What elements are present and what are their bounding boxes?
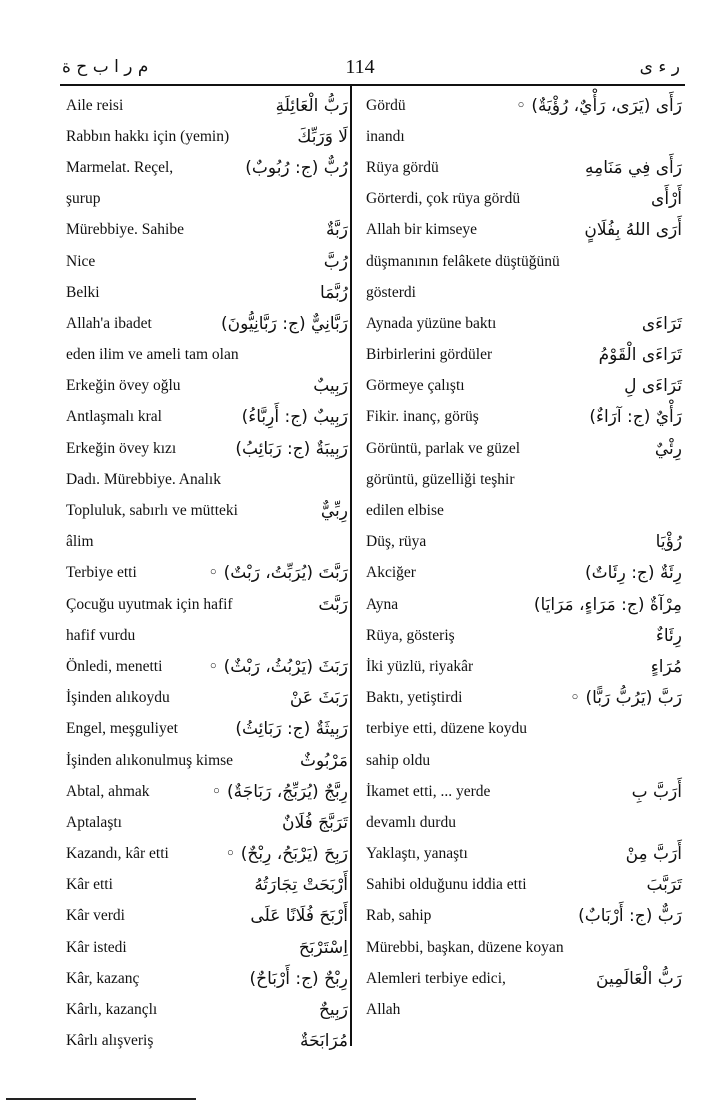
page-number: 114 [345,56,375,78]
entry-arabic-headword: رَبُّ الْعَائِلَةِ [275,95,348,116]
dictionary-entry [366,963,682,994]
entry-translation: Nice [66,252,96,270]
dictionary-entry [66,527,348,558]
entry-arabic-headword: رِئْيٌ [654,438,682,459]
dictionary-entry [366,495,682,526]
entry-translation: Dadı. Mürebbiye. Analık [66,470,221,488]
dictionary-entry [66,433,348,464]
dictionary-entry [66,839,348,870]
entry-translation: Rüya, gösteriş [366,626,455,644]
dictionary-entry [366,839,682,870]
dictionary-entry [66,714,348,745]
dictionary-entry [66,495,348,526]
dictionary-entry [366,246,682,277]
entry-arabic-headword: رَأْيٌ (ج: آرَاءٌ) [589,407,682,428]
entry-translation: eden ilim ve ameli tam olan [66,346,239,364]
dictionary-entry [366,776,682,807]
dictionary-entry [66,90,348,121]
dictionary-entry [366,714,682,745]
dictionary-entry [366,932,682,963]
entry-translation: düşmanının felâkete düştüğünü [366,252,560,270]
dictionary-entry [66,308,348,339]
dictionary-entry [366,277,682,308]
entry-arabic-headword: رِئَةٌ (ج: رِئَاتٌ) [585,563,682,584]
entry-arabic-headword: رَبِيبٌ (ج: أَرِبَّاءُ) [241,407,348,428]
dictionary-entry [366,527,682,558]
dictionary-entry [366,558,682,589]
right-column [366,90,682,1026]
entry-arabic-headword: مِرْآةٌ (ج: مَرَاءٍ، مَرَايَا) [533,594,682,615]
entry-translation: İşinden alıkoydu [66,689,170,707]
entry-arabic-headword: أَرَبَّ بِ [631,781,682,802]
entry-translation: Akciğer [366,564,416,582]
dictionary-entry [66,340,348,371]
dictionary-entry [366,589,682,620]
entry-arabic-headword: مَرْبُوثٌ [299,750,348,771]
entry-translation: Kârlı, kazançlı [66,1001,158,1019]
entry-arabic-headword: رَبِيبَةٌ (ج: رَبَائِبُ) [235,438,348,459]
dictionary-entry [66,807,348,838]
dictionary-entry [66,558,348,589]
entry-translation: Yaklaştı, yanaştı [366,845,468,863]
entry-translation: devamlı durdu [366,813,456,831]
entry-translation: terbiye etti, düzene koydu [366,720,527,738]
dictionary-entry [366,184,682,215]
entry-translation: âlim [66,533,94,551]
dictionary-entry [66,651,348,682]
entry-translation: Kârlı alışveriş [66,1032,154,1050]
entry-arabic-headword: رَبُّ الْعَالَمِينَ [596,968,682,989]
entry-translation: Çocuğu uyutmak için hafif [66,595,233,613]
entry-arabic-headword: رِئَاءٌ [655,625,682,646]
entry-arabic-headword: تَرَاءَى [641,313,682,334]
entry-translation: Görüntü, parlak ve güzel [366,439,521,457]
entry-translation: Kazandı, kâr etti [66,845,169,863]
entry-translation: İkamet etti, ... yerde [366,782,491,800]
entry-translation: Görmeye çalıştı [366,377,465,395]
entry-translation: Allah [366,1001,401,1019]
entry-translation: Allah'a ibadet [66,314,152,332]
dictionary-entry [66,776,348,807]
entry-translation: Birbirlerini gördüler [366,346,493,364]
entry-translation: Düş, rüya [366,533,427,551]
dictionary-entry [66,464,348,495]
entry-arabic-headword: أَرْبَحَتْ تِجَارَتُهُ [254,875,348,896]
entry-arabic-headword: رُبٌّ (ج: رُبُوبٌ) [245,157,348,178]
entry-arabic-headword: رَبِيحٌ [318,1000,348,1021]
entry-translation: Antlaşmalı kral [66,408,162,426]
entry-translation: Kâr, kazanç [66,969,140,987]
dictionary-entry [366,464,682,495]
dictionary-entry [66,901,348,932]
entry-translation: Engel, meşguliyet [66,720,178,738]
entry-translation: görüntü, güzelliği teşhir [366,470,515,488]
entry-arabic-headword: تَرَاءَى لِ [624,376,682,397]
entry-translation: Fikir. inanç, görüş [366,408,479,426]
dictionary-entry [66,277,348,308]
dictionary-entry [366,121,682,152]
dictionary-entry [366,683,682,714]
entry-translation: Alemleri terbiye edici, [366,969,506,987]
dictionary-entry [366,308,682,339]
dictionary-entry [366,620,682,651]
entry-translation: inandı [366,127,405,145]
entry-arabic-headword: تَرَبَّجَ فُلَانٌ [282,812,348,833]
dictionary-entry [66,371,348,402]
entry-translation: Mürebbiye. Sahibe [66,221,184,239]
entry-arabic-headword: رُبَّ [323,251,348,272]
entry-arabic-headword: أَرَى اللهُ بِفُلَانٍ [584,220,682,241]
dictionary-entry [366,651,682,682]
entry-arabic-headword: تَرَبَّبَ [646,875,682,896]
entry-translation: Mürebbi, başkan, düzene koyan [366,938,564,956]
entry-arabic-headword: رَبَّةٌ [325,220,348,241]
entry-translation: hafif vurdu [66,626,136,644]
dictionary-entry [366,870,682,901]
entry-translation: Aynada yüzüne baktı [366,314,497,332]
entry-translation: Rüya gördü [366,158,439,176]
entry-arabic-headword: مُرَاءٍ [650,656,682,677]
entry-arabic-headword: تَرَاءَى الْقَوْمُ [598,345,682,366]
entry-translation: Gördü [366,96,406,114]
header-rule [60,84,685,86]
entry-translation: Erkeğin övey oğlu [66,377,181,395]
entry-arabic-headword: رَبَّتَ [318,594,348,615]
entry-arabic-headword: رَبَّانِيٌّ (ج: رَبَّانِيُّونَ) [220,313,348,334]
entry-translation: Aile reisi [66,96,124,114]
entry-arabic-headword: اِسْتَرْبَحَ [298,937,348,958]
entry-translation: Abtal, ahmak [66,782,150,800]
dictionary-entry [66,152,348,183]
entry-translation: İki yüzlü, riyakâr [366,657,474,675]
dictionary-entry [66,402,348,433]
entry-translation: şurup [66,190,101,208]
entry-translation: İşinden alıkonulmuş kimse [66,751,234,769]
entry-arabic-headword: رَأَى فِي مَنَامِهِ [585,157,682,178]
entry-arabic-headword: أَرَبَّ مِنْ [625,844,682,865]
entry-translation: gösterdi [366,283,416,301]
entry-translation: sahip oldu [366,751,431,769]
dictionary-entry [366,994,682,1025]
dictionary-entry [366,745,682,776]
dictionary-entry [66,994,348,1025]
entry-translation: Baktı, yetiştirdi [366,689,463,707]
entry-arabic-headword: رُؤْيَا [655,532,682,553]
column-divider [350,86,352,1046]
entry-arabic-headword: أَرْأَى [651,189,682,210]
dictionary-entry [66,121,348,152]
dictionary-entry [66,215,348,246]
entry-arabic-headword: رَبِحَ (يَرْبَحُ، رِبْحٌ) ◦ [225,844,348,865]
dictionary-entry [366,901,682,932]
entry-arabic-headword: مُرَابَحَةٌ [299,1031,348,1052]
entry-arabic-headword: رَبِيبٌ [313,376,348,397]
entry-arabic-headword: رَبَّتَ (يُرَبِّتُ، رَبْتٌ) ◦ [208,563,348,584]
dictionary-entry [66,246,348,277]
dictionary-entry [366,402,682,433]
entry-arabic-headword: رَأَى (يَرَى، رَأْيٌ، رُؤْيَةٌ) ◦ [515,95,682,116]
entry-translation: Terbiye etti [66,564,137,582]
entry-translation: Rab, sahip [366,907,432,925]
dictionary-entry [66,963,348,994]
entry-translation: Ayna [366,595,399,613]
entry-translation: Allah bir kimseye [366,221,478,239]
entry-arabic-headword: رَبَّ (يَرُبُّ رَبًّا) ◦ [570,688,682,709]
dictionary-entry [366,371,682,402]
dictionary-entry [66,589,348,620]
entry-translation: Görterdi, çok rüya gördü [366,190,521,208]
dictionary-entry [366,152,682,183]
entry-arabic-headword: رِبِّيٌّ [320,501,348,522]
entry-translation: Erkeğin övey kızı [66,439,177,457]
entry-translation: Önledi, menetti [66,657,163,675]
entry-arabic-headword: رَبٌّ (ج: أَرْبَابٌ) [578,906,682,927]
entry-translation: Kâr etti [66,876,113,894]
footer-rule [6,1098,196,1100]
entry-arabic-headword: رُبَّمَا [320,282,348,303]
entry-translation: Aptalaştı [66,813,122,831]
dictionary-entry [366,340,682,371]
dictionary-entry [66,932,348,963]
dictionary-entry [366,433,682,464]
entry-arabic-headword: رَبَثَ عَنْ [289,688,348,709]
header-left-letters: م ر ا ب ح ة [62,57,149,77]
entry-translation: Kâr verdi [66,907,125,925]
entry-translation: Rabbın hakkı için (yemin) [66,127,230,145]
entry-translation: edilen elbise [366,502,444,520]
dictionary-entry [66,683,348,714]
dictionary-entry [66,745,348,776]
entry-arabic-headword: أَرْبَحَ فُلَانًا عَلَى [250,906,348,927]
entry-translation: Sahibi olduğunu iddia etti [366,876,527,894]
entry-translation: Topluluk, sabırlı ve mütteki [66,502,238,520]
left-column [66,90,348,1057]
dictionary-entry [66,184,348,215]
entry-arabic-headword: رَبَثَ (يَرْبُثُ، رَبْثٌ) ◦ [208,656,348,677]
dictionary-entry [366,90,682,121]
entry-arabic-headword: رِبْحٌ (ج: أَرْبَاحٌ) [249,968,348,989]
entry-arabic-headword: رِبَّجٌ (يُرَبِّجُ، رَبَاجَةٌ) ◦ [211,781,348,802]
entry-arabic-headword: رَبِيثَةٌ (ج: رَبَائِثُ) [235,719,348,740]
dictionary-entry [366,807,682,838]
entry-translation: Marmelat. Reçel, [66,158,174,176]
entry-translation: Kâr istedi [66,938,127,956]
entry-translation: Belki [66,283,100,301]
header-right-letters: ر ء ى [639,57,680,77]
dictionary-entry [66,870,348,901]
dictionary-entry [66,620,348,651]
dictionary-entry [66,1026,348,1057]
dictionary-entry [366,215,682,246]
entry-arabic-headword: لَا وَرَبِّكَ [297,126,348,147]
